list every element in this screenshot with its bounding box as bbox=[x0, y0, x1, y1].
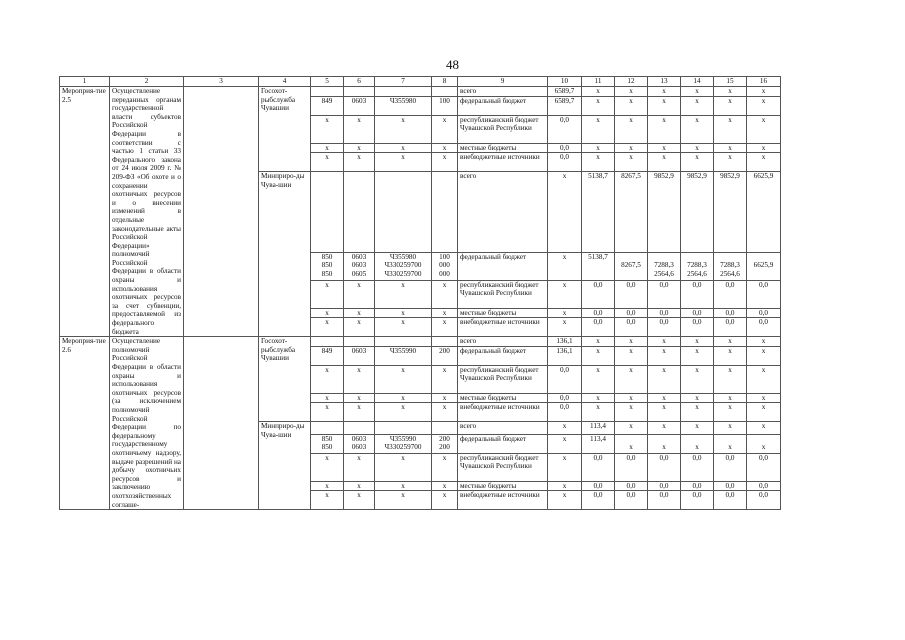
data-cell: x bbox=[714, 365, 747, 393]
data-cell: 6589,7 bbox=[548, 96, 582, 115]
data-cell: 0,0 bbox=[615, 308, 648, 318]
data-cell: x bbox=[747, 143, 781, 153]
data-cell: внебюджетные источники bbox=[458, 318, 548, 337]
data-cell: x bbox=[582, 115, 615, 143]
data-cell: x bbox=[344, 318, 375, 337]
header-cell: 13 bbox=[648, 77, 681, 87]
data-cell: 0,0 bbox=[714, 280, 747, 308]
data-cell: x bbox=[747, 365, 781, 393]
data-cell: x bbox=[582, 403, 615, 422]
data-cell: x bbox=[582, 393, 615, 403]
data-cell: x bbox=[747, 96, 781, 115]
executor: Минприро-ды Чува-шии bbox=[259, 172, 311, 337]
data-cell: x bbox=[344, 491, 375, 510]
data-cell: 0,0 bbox=[615, 318, 648, 337]
data-cell: x bbox=[615, 96, 648, 115]
data-cell: 0,0 bbox=[582, 318, 615, 337]
data-cell: x bbox=[548, 308, 582, 318]
data-cell: x bbox=[432, 143, 458, 153]
data-cell: 0,0 bbox=[714, 481, 747, 491]
data-cell: 0,0 bbox=[615, 481, 648, 491]
data-cell: x bbox=[681, 422, 714, 434]
data-cell: республиканский бюджет Чувашской Республики bbox=[458, 453, 548, 481]
data-cell: x bbox=[344, 308, 375, 318]
data-cell: x bbox=[432, 153, 458, 172]
data-cell: x bbox=[648, 337, 681, 347]
header-cell: 10 bbox=[548, 77, 582, 87]
data-cell: x bbox=[648, 143, 681, 153]
data-cell: 113,4 bbox=[582, 422, 615, 434]
data-cell: x bbox=[375, 153, 432, 172]
data-cell: x bbox=[311, 280, 344, 308]
data-cell bbox=[375, 87, 432, 97]
data-cell: всего bbox=[458, 337, 548, 347]
data-cell: 849 bbox=[311, 96, 344, 115]
data-cell: x bbox=[344, 280, 375, 308]
blank-cell bbox=[184, 87, 259, 337]
data-cell: x bbox=[615, 365, 648, 393]
data-cell: x bbox=[714, 115, 747, 143]
data-cell: x bbox=[681, 96, 714, 115]
data-cell: 7288,3 2564,6 bbox=[714, 252, 747, 280]
data-cell: Ч355990 bbox=[375, 346, 432, 365]
data-cell: x bbox=[375, 143, 432, 153]
data-cell: x bbox=[375, 280, 432, 308]
data-cell: x bbox=[311, 143, 344, 153]
header-cell: 12 bbox=[615, 77, 648, 87]
data-cell: x bbox=[714, 393, 747, 403]
data-cell: местные бюджеты bbox=[458, 481, 548, 491]
data-cell: Ч355990 Ч330259700 bbox=[375, 434, 432, 453]
data-cell: 0,0 bbox=[714, 318, 747, 337]
header-cell: 14 bbox=[681, 77, 714, 87]
data-cell: x bbox=[375, 491, 432, 510]
data-cell: 136,1 bbox=[548, 337, 582, 347]
data-cell: 5138,7 bbox=[582, 252, 615, 280]
executor: Госохот-рыбслужба Чувашии bbox=[259, 87, 311, 172]
data-cell: внебюджетные источники bbox=[458, 491, 548, 510]
data-cell: 6625,9 bbox=[747, 172, 781, 252]
data-cell: x bbox=[375, 403, 432, 422]
data-cell: 0,0 bbox=[648, 308, 681, 318]
data-cell: x bbox=[432, 115, 458, 143]
data-cell: x bbox=[747, 153, 781, 172]
data-cell: x bbox=[681, 346, 714, 365]
data-cell: x bbox=[548, 252, 582, 280]
data-cell: 0603 bbox=[344, 346, 375, 365]
data-cell: 0,0 bbox=[582, 481, 615, 491]
data-cell bbox=[375, 337, 432, 347]
data-cell: 0,0 bbox=[548, 403, 582, 422]
data-cell: x bbox=[375, 365, 432, 393]
data-cell: 7288,3 2564,6 bbox=[648, 252, 681, 280]
data-cell: x bbox=[648, 393, 681, 403]
data-cell: x bbox=[648, 96, 681, 115]
data-cell: 0,0 bbox=[747, 318, 781, 337]
data-cell: 0,0 bbox=[648, 491, 681, 510]
data-cell: 0,0 bbox=[548, 365, 582, 393]
data-cell bbox=[344, 337, 375, 347]
data-cell: x bbox=[615, 153, 648, 172]
data-cell bbox=[311, 172, 344, 252]
data-cell: x bbox=[548, 453, 582, 481]
data-cell: x bbox=[681, 337, 714, 347]
data-cell: федеральный бюджет bbox=[458, 434, 548, 453]
data-cell: x bbox=[681, 143, 714, 153]
data-cell: 6589,7 bbox=[548, 87, 582, 97]
data-cell: 0,0 bbox=[582, 491, 615, 510]
data-cell: x bbox=[615, 434, 648, 453]
data-cell: x bbox=[582, 143, 615, 153]
data-cell: x bbox=[714, 403, 747, 422]
data-cell: x bbox=[375, 481, 432, 491]
data-cell: республиканский бюджет Чувашской Республики bbox=[458, 280, 548, 308]
blank-cell bbox=[184, 337, 259, 510]
data-cell: 0,0 bbox=[615, 453, 648, 481]
data-cell: x bbox=[648, 434, 681, 453]
data-cell: 0,0 bbox=[681, 318, 714, 337]
data-cell: 0,0 bbox=[548, 393, 582, 403]
data-cell: x bbox=[615, 422, 648, 434]
data-cell: x bbox=[747, 403, 781, 422]
data-cell bbox=[311, 422, 344, 434]
data-cell: x bbox=[648, 403, 681, 422]
data-cell: внебюджетные источники bbox=[458, 153, 548, 172]
data-cell: 200 200 bbox=[432, 434, 458, 453]
data-cell: x bbox=[681, 434, 714, 453]
data-cell: 136,1 bbox=[548, 346, 582, 365]
data-cell bbox=[375, 172, 432, 252]
data-cell: местные бюджеты bbox=[458, 143, 548, 153]
data-cell: местные бюджеты bbox=[458, 308, 548, 318]
data-cell: Ч355980 bbox=[375, 96, 432, 115]
data-cell: 0,0 bbox=[615, 280, 648, 308]
data-cell: x bbox=[582, 96, 615, 115]
data-cell: x bbox=[615, 143, 648, 153]
data-cell: x bbox=[648, 346, 681, 365]
data-cell bbox=[344, 422, 375, 434]
data-cell: x bbox=[344, 393, 375, 403]
header-cell: 11 bbox=[582, 77, 615, 87]
data-cell: 0,0 bbox=[648, 318, 681, 337]
data-cell: 0,0 bbox=[648, 453, 681, 481]
data-cell: республиканский бюджет Чувашской Республики bbox=[458, 115, 548, 143]
data-cell: x bbox=[747, 337, 781, 347]
header-cell: 3 bbox=[184, 77, 259, 87]
data-cell: 113,4 bbox=[582, 434, 615, 453]
event-description: Осуществление полномочий Российской Федерации в области охраны и использования охотничьих ресурсов (за исключением полномочий Российской Федерации по федеральному государственному охотничьему надзору, выдаче разрешений на добычу охотничьих ресурсов и заключению охотхозяйственных соглаше- bbox=[110, 337, 184, 510]
data-cell: 0,0 bbox=[582, 280, 615, 308]
data-cell bbox=[344, 172, 375, 252]
data-cell bbox=[311, 337, 344, 347]
header-cell: 4 bbox=[259, 77, 311, 87]
data-cell bbox=[432, 337, 458, 347]
data-cell: 0,0 bbox=[681, 453, 714, 481]
data-cell: x bbox=[375, 115, 432, 143]
data-cell: x bbox=[311, 453, 344, 481]
data-cell: 0,0 bbox=[582, 453, 615, 481]
data-cell: x bbox=[714, 346, 747, 365]
data-cell: 0,0 bbox=[681, 308, 714, 318]
data-cell: 0,0 bbox=[648, 280, 681, 308]
event-id: Мероприя-тие 2.5 bbox=[60, 87, 110, 337]
data-cell: x bbox=[582, 365, 615, 393]
data-cell: x bbox=[432, 491, 458, 510]
data-cell: 100 000 000 bbox=[432, 252, 458, 280]
data-cell: x bbox=[714, 143, 747, 153]
table-row bbox=[60, 337, 781, 347]
data-cell: 0,0 bbox=[548, 115, 582, 143]
data-cell: x bbox=[375, 308, 432, 318]
data-cell: x bbox=[432, 280, 458, 308]
data-cell: x bbox=[432, 403, 458, 422]
data-cell: 9852,9 bbox=[714, 172, 747, 252]
data-cell: местные бюджеты bbox=[458, 393, 548, 403]
data-cell: x bbox=[747, 393, 781, 403]
data-cell: x bbox=[432, 393, 458, 403]
data-cell: 0,0 bbox=[714, 491, 747, 510]
data-cell: 0,0 bbox=[681, 280, 714, 308]
data-cell: x bbox=[648, 87, 681, 97]
data-cell: x bbox=[714, 96, 747, 115]
header-cell: 9 bbox=[458, 77, 548, 87]
data-cell: 9852,9 bbox=[681, 172, 714, 252]
data-cell: x bbox=[681, 403, 714, 422]
header-cell: 5 bbox=[311, 77, 344, 87]
data-cell: x bbox=[432, 365, 458, 393]
data-cell: x bbox=[681, 365, 714, 393]
data-cell: x bbox=[311, 393, 344, 403]
data-cell: x bbox=[432, 481, 458, 491]
data-cell: x bbox=[714, 153, 747, 172]
data-cell: x bbox=[681, 87, 714, 97]
data-cell: 7288,3 2564,6 bbox=[681, 252, 714, 280]
data-cell: 0,0 bbox=[714, 453, 747, 481]
data-cell: x bbox=[714, 422, 747, 434]
data-cell: x bbox=[375, 393, 432, 403]
data-cell bbox=[432, 172, 458, 252]
executor: Госохот-рыбслужба Чувашии bbox=[259, 337, 311, 422]
data-cell: x bbox=[432, 308, 458, 318]
data-cell: x bbox=[548, 481, 582, 491]
data-cell: 9852,9 bbox=[648, 172, 681, 252]
table-row bbox=[60, 87, 781, 97]
data-cell: x bbox=[548, 422, 582, 434]
data-cell: 6625,9 bbox=[747, 252, 781, 280]
data-cell: всего bbox=[458, 172, 548, 252]
header-cell: 2 bbox=[110, 77, 184, 87]
data-cell: x bbox=[311, 365, 344, 393]
data-cell: x bbox=[432, 453, 458, 481]
data-cell: x bbox=[747, 346, 781, 365]
data-cell: x bbox=[615, 393, 648, 403]
data-cell: x bbox=[344, 153, 375, 172]
data-cell: x bbox=[747, 422, 781, 434]
data-cell: x bbox=[648, 365, 681, 393]
data-cell: x bbox=[615, 87, 648, 97]
data-cell: всего bbox=[458, 422, 548, 434]
header-cell: 6 bbox=[344, 77, 375, 87]
data-cell: федеральный бюджет bbox=[458, 96, 548, 115]
data-cell: x bbox=[311, 318, 344, 337]
data-cell: x bbox=[375, 318, 432, 337]
data-cell: x bbox=[681, 393, 714, 403]
data-cell: 0603 bbox=[344, 96, 375, 115]
page-number: 48 bbox=[446, 57, 459, 72]
data-cell: 850 850 850 bbox=[311, 252, 344, 280]
data-cell: внебюджетные источники bbox=[458, 403, 548, 422]
data-cell: 200 bbox=[432, 346, 458, 365]
data-cell: x bbox=[311, 481, 344, 491]
executor: Минприро-ды Чува-шии bbox=[259, 422, 311, 510]
data-cell: 0,0 bbox=[681, 481, 714, 491]
data-cell: x bbox=[648, 115, 681, 143]
data-cell: x bbox=[344, 143, 375, 153]
data-cell: x bbox=[548, 434, 582, 453]
data-cell: 0,0 bbox=[747, 453, 781, 481]
data-cell: x bbox=[714, 434, 747, 453]
event-id: Мероприя-тие 2.6 bbox=[60, 337, 110, 510]
data-cell: 8267,5 bbox=[615, 252, 648, 280]
data-cell: x bbox=[311, 491, 344, 510]
data-cell: x bbox=[615, 403, 648, 422]
data-cell: 100 bbox=[432, 96, 458, 115]
data-cell: республиканский бюджет Чувашской Республики bbox=[458, 365, 548, 393]
data-cell: x bbox=[648, 153, 681, 172]
header-row bbox=[60, 77, 781, 87]
budget-table bbox=[59, 76, 781, 510]
data-cell: всего bbox=[458, 87, 548, 97]
data-cell: x bbox=[582, 346, 615, 365]
data-cell: 0,0 bbox=[747, 491, 781, 510]
data-cell: 0,0 bbox=[714, 308, 747, 318]
data-cell: x bbox=[681, 153, 714, 172]
data-cell: 0,0 bbox=[548, 143, 582, 153]
data-cell: x bbox=[747, 87, 781, 97]
header-cell: 7 bbox=[375, 77, 432, 87]
event-description: Осуществление переданных органам государственной власти субъектов Российской Федерации в соответствии с частью 1 статьи 33 Федерального закона от 24 июля 2009 г. № 209-ФЗ «Об охоте и о сохранении охотничьих ресурсов и о внесении изменений в отдельные законодательные акты Российской Федерации» полномочий Российской Федерации в области охраны и использования охотничьих ресурсов за счет субвенции, предоставляемой из федерального бюджета bbox=[110, 87, 184, 337]
data-cell: 0603 0603 bbox=[344, 434, 375, 453]
data-cell: x bbox=[681, 115, 714, 143]
data-cell: x bbox=[714, 337, 747, 347]
data-cell: 0,0 bbox=[548, 153, 582, 172]
data-cell: x bbox=[311, 308, 344, 318]
data-cell bbox=[344, 87, 375, 97]
data-cell: x bbox=[582, 337, 615, 347]
data-cell: x bbox=[344, 365, 375, 393]
data-cell: 0,0 bbox=[582, 308, 615, 318]
data-cell: 849 bbox=[311, 346, 344, 365]
data-cell: 0,0 bbox=[747, 280, 781, 308]
data-cell: x bbox=[548, 491, 582, 510]
header-cell: 15 bbox=[714, 77, 747, 87]
data-cell: федеральный бюджет bbox=[458, 346, 548, 365]
data-cell: x bbox=[344, 403, 375, 422]
data-cell: x bbox=[582, 153, 615, 172]
data-cell: 0,0 bbox=[747, 481, 781, 491]
data-cell: 0603 0603 0605 bbox=[344, 252, 375, 280]
data-cell: 5138,7 bbox=[582, 172, 615, 252]
data-cell: x bbox=[747, 434, 781, 453]
data-cell bbox=[432, 422, 458, 434]
data-cell: x bbox=[615, 346, 648, 365]
data-cell bbox=[311, 87, 344, 97]
data-cell: 8267,5 bbox=[615, 172, 648, 252]
data-cell: x bbox=[747, 115, 781, 143]
data-cell: федеральный бюджет bbox=[458, 252, 548, 280]
data-cell: x bbox=[344, 453, 375, 481]
data-cell: x bbox=[648, 422, 681, 434]
data-cell: 0,0 bbox=[615, 491, 648, 510]
data-cell: x bbox=[548, 172, 582, 252]
data-cell: x bbox=[375, 453, 432, 481]
data-cell: x bbox=[311, 115, 344, 143]
data-cell: 850 850 bbox=[311, 434, 344, 453]
header-cell: 1 bbox=[60, 77, 110, 87]
data-cell: 0,0 bbox=[747, 308, 781, 318]
data-cell bbox=[432, 87, 458, 97]
data-cell: x bbox=[344, 481, 375, 491]
data-cell: x bbox=[432, 318, 458, 337]
data-cell: x bbox=[582, 87, 615, 97]
data-cell: x bbox=[311, 403, 344, 422]
header-cell: 8 bbox=[432, 77, 458, 87]
data-cell: x bbox=[311, 153, 344, 172]
data-cell: 0,0 bbox=[648, 481, 681, 491]
data-cell: x bbox=[548, 318, 582, 337]
data-cell: x bbox=[344, 115, 375, 143]
data-cell: x bbox=[615, 115, 648, 143]
header-cell: 16 bbox=[747, 77, 781, 87]
data-cell: x bbox=[615, 337, 648, 347]
data-cell bbox=[375, 422, 432, 434]
data-cell: x bbox=[714, 87, 747, 97]
data-cell: x bbox=[548, 280, 582, 308]
data-cell: Ч355980 Ч330259700 Ч330259700 bbox=[375, 252, 432, 280]
data-cell: 0,0 bbox=[681, 491, 714, 510]
